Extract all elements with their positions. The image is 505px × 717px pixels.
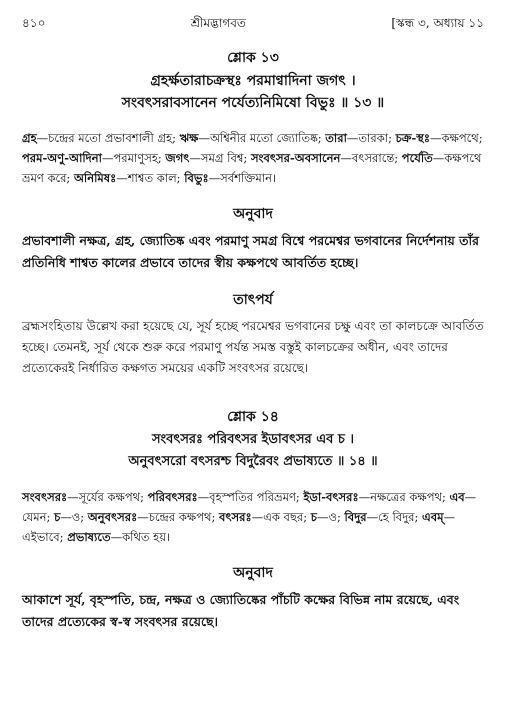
synonym-word: জগৎ [165, 151, 190, 165]
verse-13-number: শ্লোক ১৩ [227, 50, 279, 66]
verse-14-synonyms: সংবৎসরঃ—সূর্যের কক্ষপথ; পরিবৎসরঃ—বৃহস্পতির পরিভ্রমণ; ইডা-বৎসরঃ—নক্ষত্রের কক্ষপথ; এব—যেমন; চ—ও; অনুবৎসরঃ—চন্দ্রের কক্ষপথ; বৎসরঃ—এক বছর; চ—ও; বিদুর—হে বিদুর; এবম্—এইভাবে; প্রভাষ্যতে—কথিত হয়। [22, 490, 477, 544]
verse-13-translation-title: অনুবাদ [233, 206, 273, 222]
verse-13-purport-title: তাৎপর্য [233, 292, 273, 308]
synonym-word: এব [449, 490, 465, 504]
synonym-meaning: বৎসরান্তে; [351, 151, 399, 165]
synonym-word: চ [54, 510, 61, 524]
synonym-word: অনুবৎসরঃ [87, 510, 138, 524]
synonym-meaning: কথিত হয়। [122, 530, 171, 544]
synonym-word: পরিবৎসরঃ [147, 490, 198, 504]
synonym-meaning: ও; [328, 510, 341, 524]
synonym-meaning: তারকা; [358, 131, 392, 145]
synonym-meaning: চন্দ্রের কক্ষপথ; [148, 510, 216, 524]
synonym-meaning: যেমন; [22, 510, 51, 524]
synonym-meaning: এক বছর; [263, 510, 308, 524]
synonym-word: প্রভাষ্যতে [67, 530, 111, 544]
synonym-meaning: সূর্যের কক্ষপথ; [78, 490, 144, 504]
synonym-meaning: সমগ্র বিশ্ব; [200, 151, 248, 165]
synonym-meaning: কক্ষপথে ভ্রমণ করে; [22, 151, 482, 185]
verse-13-synonyms: গ্রহ—চন্দ্রের মতো প্রভাবশালী গ্রহ; ঋক্ষ—অশ্বিনীর মতো জ্যোতিষ্ক; তারা—তারকা; চক্র-স্থঃ—কক্ষপথে; পরম-অণু-আদিনা—পরমাণুসহ; জগৎ—সমগ্র বিশ্ব; সংবৎসর-অবসানেন—বৎসরান্তে; পর্যেতি—কক্ষপথে ভ্রমণ করে; অনিমিষঃ—শাশ্বত কাল; বিভুঃ—সর্বশক্তিমান। [22, 131, 483, 185]
synonym-word: বিদুর [344, 510, 367, 524]
synonym-word: অনিমিষঃ [73, 171, 117, 185]
synonym-meaning: চন্দ্রের মতো প্রভাবশালী গ্রহ; [48, 131, 176, 145]
book-title: শ্রীমদ্ভাগবত [190, 16, 246, 30]
synonym-word: বৎসরঃ [219, 510, 252, 524]
synonym-meaning: নক্ষত্রের কক্ষপথ; [370, 490, 446, 504]
synonym-word: বিভুঃ [184, 171, 209, 185]
verse-13-line2: সংবৎসরাবসানেন পর্যেত্যনিমিষো বিভুঃ ॥ ১৩ ॥ [121, 95, 385, 111]
synonym-meaning: কক্ষপথে; [441, 131, 483, 145]
synonym-meaning: অশ্বিনীর মতো জ্যোতিষ্ক; [209, 131, 322, 145]
synonym-word: তারা [325, 131, 347, 145]
verse-13-translation: প্রভাবশালী নক্ষত্র, গ্রহ, জ্যোতিষ্ক এবং পরমাণু সমগ্র বিশ্বে পরমেশ্বর ভগবানের নির্দেশনায় তাঁর প্রতিনিধি শাশ্বত কালের প্রভাবে তাদের স্বীয় কক্ষপথে আবর্তিত হচ্ছে। [22, 233, 479, 270]
synonym-word: ইডা-বৎসরঃ [303, 490, 359, 504]
verse-14-line1: সংবৎসরঃ পরিবৎসর ইডাবৎসর এব চ । [151, 432, 355, 447]
synonym-word: সংবৎসরঃ [22, 490, 68, 504]
synonym-word: পর্যেতি [401, 151, 433, 165]
synonym-word: পরম-অণু-আদিনা [22, 151, 102, 165]
synonym-meaning: এইভাবে; [22, 530, 64, 544]
synonym-meaning: সর্বশক্তিমান। [220, 171, 277, 185]
synonym-word: চ [310, 510, 318, 524]
page-number: ৪১০ [22, 16, 46, 30]
verse-13-purport: ব্রহ্মসংহিতায় উল্লেখ করা হয়েছে যে, সূর্য হচ্ছে পরমেশ্বর ভগবানের চক্ষু এবং তা কালচক্রে আবর্তিত হচ্ছে। তেমনই, সূর্য থেকে শুরু করে পরমাণু পর্যন্ত সমস্ত বস্তুই কালচক্রের অধীন, এবং তাদের প্রত্যেকেরই নির্ধারিত কক্ষগত সময়ের একটি সংবৎসর রয়েছে। [22, 319, 484, 375]
synonym-word: এবম্ [422, 510, 444, 524]
synonym-word: চক্র-স্থঃ [395, 131, 430, 145]
synonym-meaning: শাশ্বত কাল; [127, 171, 181, 185]
chapter-ref: [স্কন্ধ ৩, অধ্যায় ১১ [391, 16, 484, 30]
synonym-meaning: ও; [71, 510, 85, 524]
verse-14-number: শ্লোক ১৪ [227, 409, 279, 425]
verse-14-translation: আকাশে সূর্য, বৃহস্পতি, চন্দ্র, নক্ষত্র ও জ্যোতিষ্কের পাঁচটি কক্ষের বিভিন্ন নাম রয়েছে, এবং তাদের প্রত্যেকের স্ব-স্ব সংবৎসর রয়েছে। [22, 592, 460, 629]
verse-14-translation-title: অনুবাদ [233, 565, 273, 581]
verse-14-line2: অনুবৎসরো বৎসরশ্চ বিদুরৈবং প্রভাষ্যতে ॥ ১৪ ॥ [128, 454, 378, 469]
synonym-word: ঋক্ষ [179, 131, 199, 145]
page-header [22, 14, 484, 36]
synonym-word: সংবৎসর-অবসানেন [250, 151, 341, 165]
synonym-word: গ্রহ [22, 131, 37, 145]
synonym-meaning: হে বিদুর; [378, 510, 419, 524]
synonym-meaning: পরমাণুসহ; [113, 151, 162, 165]
synonym-meaning: বৃহস্পতির পরিভ্রমণ; [209, 490, 300, 504]
book-page [22, 14, 484, 633]
verse-13-line1: গ্রহর্ক্ষতারাচক্রস্থঃ পরমাণ্বাদিনা জগৎ । [150, 73, 356, 89]
